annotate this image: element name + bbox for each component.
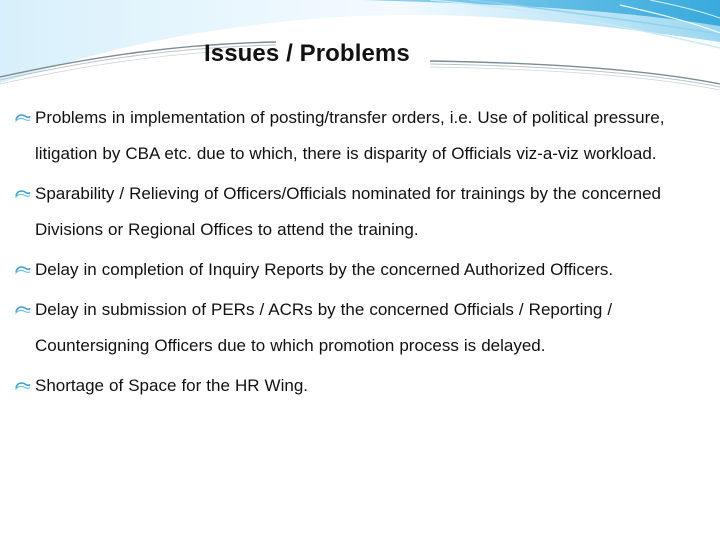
issue-text: Delay in submission of PERs / ACRs by the concerned Officials / Reporting / Countersigning Officers due to which promotion process is delayed. bbox=[35, 300, 613, 355]
issue-text: Shortage of Space for the HR Wing. bbox=[35, 376, 308, 395]
issue-item-inquiry-reports bbox=[14, 252, 704, 288]
issue-text: Problems in implementation of posting/transfer orders, i.e. Use of political pressure, litigation by CBA etc. due to which, there is disparity of Officials viz-a-viz workload. bbox=[35, 108, 665, 163]
issues-list bbox=[14, 100, 704, 404]
issue-item-space-shortage bbox=[14, 368, 704, 404]
issue-item-pers-acrs bbox=[14, 292, 704, 364]
issue-text: Delay in completion of Inquiry Reports by the concerned Authorized Officers. bbox=[35, 260, 614, 279]
slide-title: Issues / Problems bbox=[204, 40, 410, 67]
wave-bullet-icon bbox=[14, 111, 31, 125]
issue-text: Sparability / Relieving of Officers/Officials nominated for trainings by the concerned Divisions or Regional Offices to attend the training. bbox=[35, 184, 662, 239]
wave-bullet-icon bbox=[14, 379, 31, 393]
wave-bullet-icon bbox=[14, 263, 31, 277]
issue-item-training-release bbox=[14, 176, 704, 248]
wave-bullet-icon bbox=[14, 187, 31, 201]
wave-bullet-icon bbox=[14, 303, 31, 317]
issue-item-posting-transfer bbox=[14, 100, 704, 172]
